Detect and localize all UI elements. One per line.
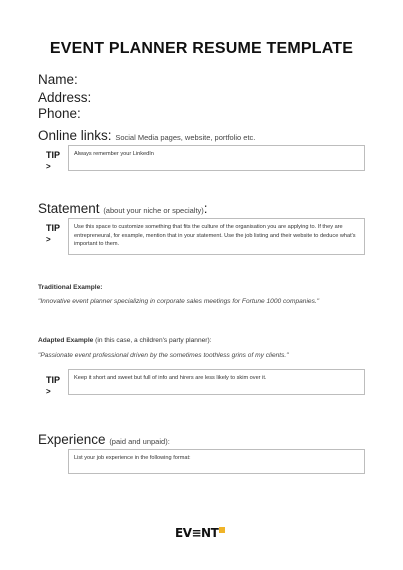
tip-arrow-icon: >: [46, 387, 51, 396]
phone-label: Phone:: [38, 106, 81, 121]
tip-marker-3: [46, 374, 60, 398]
traditional-example-quote: "Innovative event planner specializing in corporate sales meetings for Fortune 1000 companies.": [38, 298, 320, 305]
name-label: Name:: [38, 72, 78, 87]
logo-accent-square: [219, 527, 225, 533]
tip-marker-1: [46, 149, 60, 173]
adapted-example-title: Adapted Example: [38, 337, 94, 344]
tip-label: TIP: [46, 150, 61, 160]
tip-marker-2: [46, 222, 60, 246]
statement-subtitle: (about your niche or specialty): [103, 206, 204, 215]
statement-suffix: :: [203, 201, 208, 216]
event-logo: [175, 526, 225, 540]
tip-box-statement: Use this space to customize something that fits the culture of the organisation you are applying to. If they are entrepreneural, for example, mention that in your statement. Use the job listing and their website to deduce what's important to them.: [68, 218, 365, 255]
experience-title: Experience: [38, 432, 106, 447]
online-links-subtitle: Social Media pages, website, portfolio etc.: [115, 133, 256, 142]
logo-text: EV≡NT: [175, 526, 219, 540]
online-links-title: Online links:: [38, 128, 112, 143]
tip-arrow-icon: >: [46, 162, 51, 171]
adapted-example-quote: "Passionate event professional driven by the sometimes toothless grins of my clients.": [38, 352, 289, 359]
experience-subtitle: (paid and unpaid):: [109, 437, 170, 446]
experience-input-box[interactable]: List your job experience in the following format:: [68, 449, 365, 474]
adapted-example-heading: [38, 337, 212, 344]
statement-title: Statement: [38, 201, 100, 216]
traditional-example-title: Traditional Example:: [38, 284, 103, 291]
traditional-example-heading: [38, 284, 103, 291]
tip-box-linkedin: Always remember your LinkedIn: [68, 145, 365, 171]
address-label: Address:: [38, 90, 92, 105]
statement-heading: [38, 201, 208, 216]
online-links-heading: [38, 128, 255, 143]
experience-heading: [38, 432, 170, 447]
tip-box-short: Keep it short and sweet but full of info and hirers are less likely to skim over it.: [68, 369, 365, 395]
page-title: EVENT PLANNER RESUME TEMPLATE: [49, 40, 354, 57]
adapted-example-subtitle: (in this case, a children's party planner):: [93, 337, 212, 344]
tip-label: TIP: [46, 223, 61, 233]
tip-arrow-icon: >: [46, 235, 51, 244]
tip-label: TIP: [46, 375, 61, 385]
